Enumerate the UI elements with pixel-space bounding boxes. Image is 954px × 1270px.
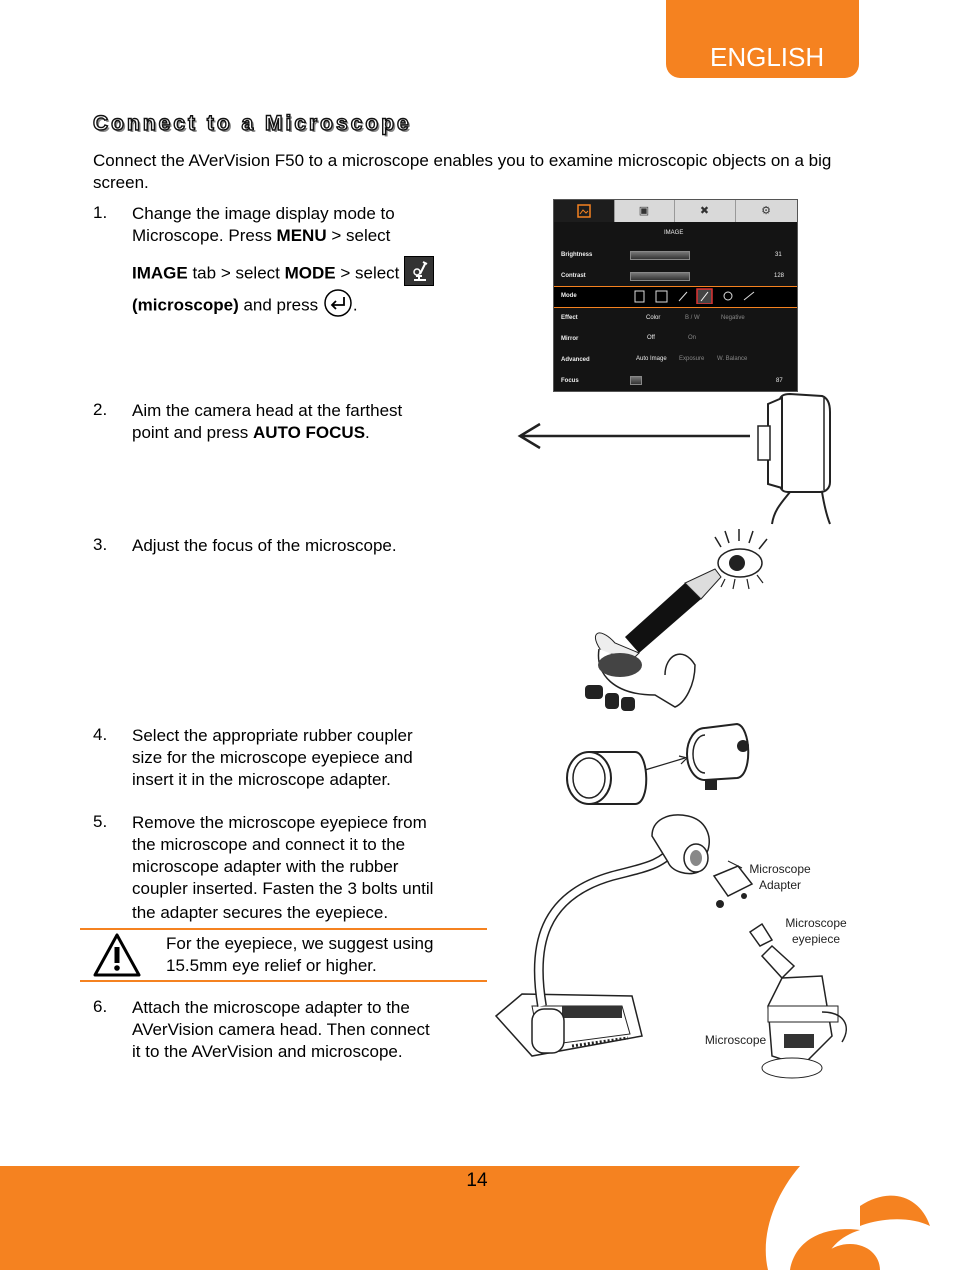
advanced-option: Exposure [679, 356, 705, 362]
menu-tab-bar [554, 200, 797, 222]
menu-row-label: Advanced [561, 357, 590, 363]
effect-option: Negative [721, 315, 745, 321]
step-5-text: Remove the microscope eyepiece from the microscope and connect it to the microscope adapter with the rubber coupler inserted. Fasten the 3 bolts until the adapter secures the eyepiece. [132, 813, 434, 922]
display-tab-icon: ▣ [614, 200, 675, 222]
menu-row-label: Mirror [561, 336, 579, 342]
language-tab [666, 0, 859, 78]
step-3-text: Adjust the focus of the microscope. [132, 536, 397, 555]
warning-bottom-rule [80, 980, 487, 982]
microscope-icon [404, 256, 434, 292]
effect-option: B / W [685, 315, 700, 321]
menu-row-label: Contrast [561, 273, 586, 279]
warning-icon [92, 932, 142, 978]
menu-row-label: Mode [561, 293, 577, 299]
camera-head-illustration [510, 392, 840, 528]
step-number: 6. [93, 997, 108, 1016]
language-label: ENGLISH [710, 42, 825, 72]
effect-option: Color [646, 315, 661, 321]
tools-tab-icon: ✖ [674, 200, 736, 222]
eyepiece-label: Microscope eyepiece [785, 916, 847, 946]
menu-header: IMAGE [664, 230, 684, 236]
step-line: Change the image display mode to [132, 204, 395, 223]
coupler-illustration [565, 718, 755, 808]
menu-row-label: Brightness [561, 252, 593, 258]
step-number: 5. [93, 812, 108, 831]
microscope-label: Microscope [704, 1033, 767, 1047]
advanced-option: Auto Image [636, 356, 667, 362]
step-1-text-cont: IMAGE tab > select MODE > select [132, 256, 477, 292]
warning-text: For the eyepiece, we suggest using 15.5mm eye relief or higher. [166, 934, 434, 975]
settings-tab-icon: ⚙ [761, 205, 771, 217]
section-title: Connect to a Microscope [93, 112, 412, 135]
menu-row-label: Effect [561, 315, 578, 321]
step-6-text: Attach the microscope adapter to the AVerVision camera head. Then connect it to the AVerVision and microscope. [132, 998, 430, 1061]
mirror-option: Off [647, 335, 655, 341]
brightness-bar [630, 251, 690, 260]
step-number: 2. [93, 400, 108, 419]
menu-row-label: Focus [561, 378, 579, 384]
contrast-bar [630, 272, 690, 281]
step-number: 3. [93, 535, 108, 554]
warning-top-rule [80, 928, 487, 930]
menu-screenshot [553, 199, 798, 392]
image-tab-icon [554, 200, 615, 222]
menu-row-value: 31 [775, 252, 782, 258]
menu-row-value: 128 [774, 273, 785, 279]
step-line: Microscope. Press MENU > select [132, 226, 391, 245]
step-1-text-end: (microscope) and press . [132, 288, 477, 324]
step-4-text: Select the appropriate rubber coupler size for the microscope eyepiece and insert it in the microscope adapter. [132, 726, 413, 789]
advanced-option: W. Balance [717, 356, 748, 362]
mode-icons [632, 288, 762, 304]
step-number: 4. [93, 725, 108, 744]
eyepiece-focus-illustration [575, 525, 775, 717]
focus-bar [630, 376, 642, 385]
step-number: 1. [93, 203, 108, 222]
step-1-text [132, 203, 472, 247]
step-2-text: Aim the camera head at the farthest point and press AUTO FOCUS. [132, 401, 403, 442]
page-number: 14 [466, 1170, 488, 1191]
menu-row-value: 87 [776, 378, 783, 384]
intro-paragraph: Connect the AVerVision F50 to a microscope enables you to examine microscopic objects on a big screen. [93, 151, 832, 192]
mirror-option: On [688, 335, 697, 341]
enter-icon [323, 288, 353, 324]
adapter-label: Microscope Adapter [749, 862, 811, 892]
